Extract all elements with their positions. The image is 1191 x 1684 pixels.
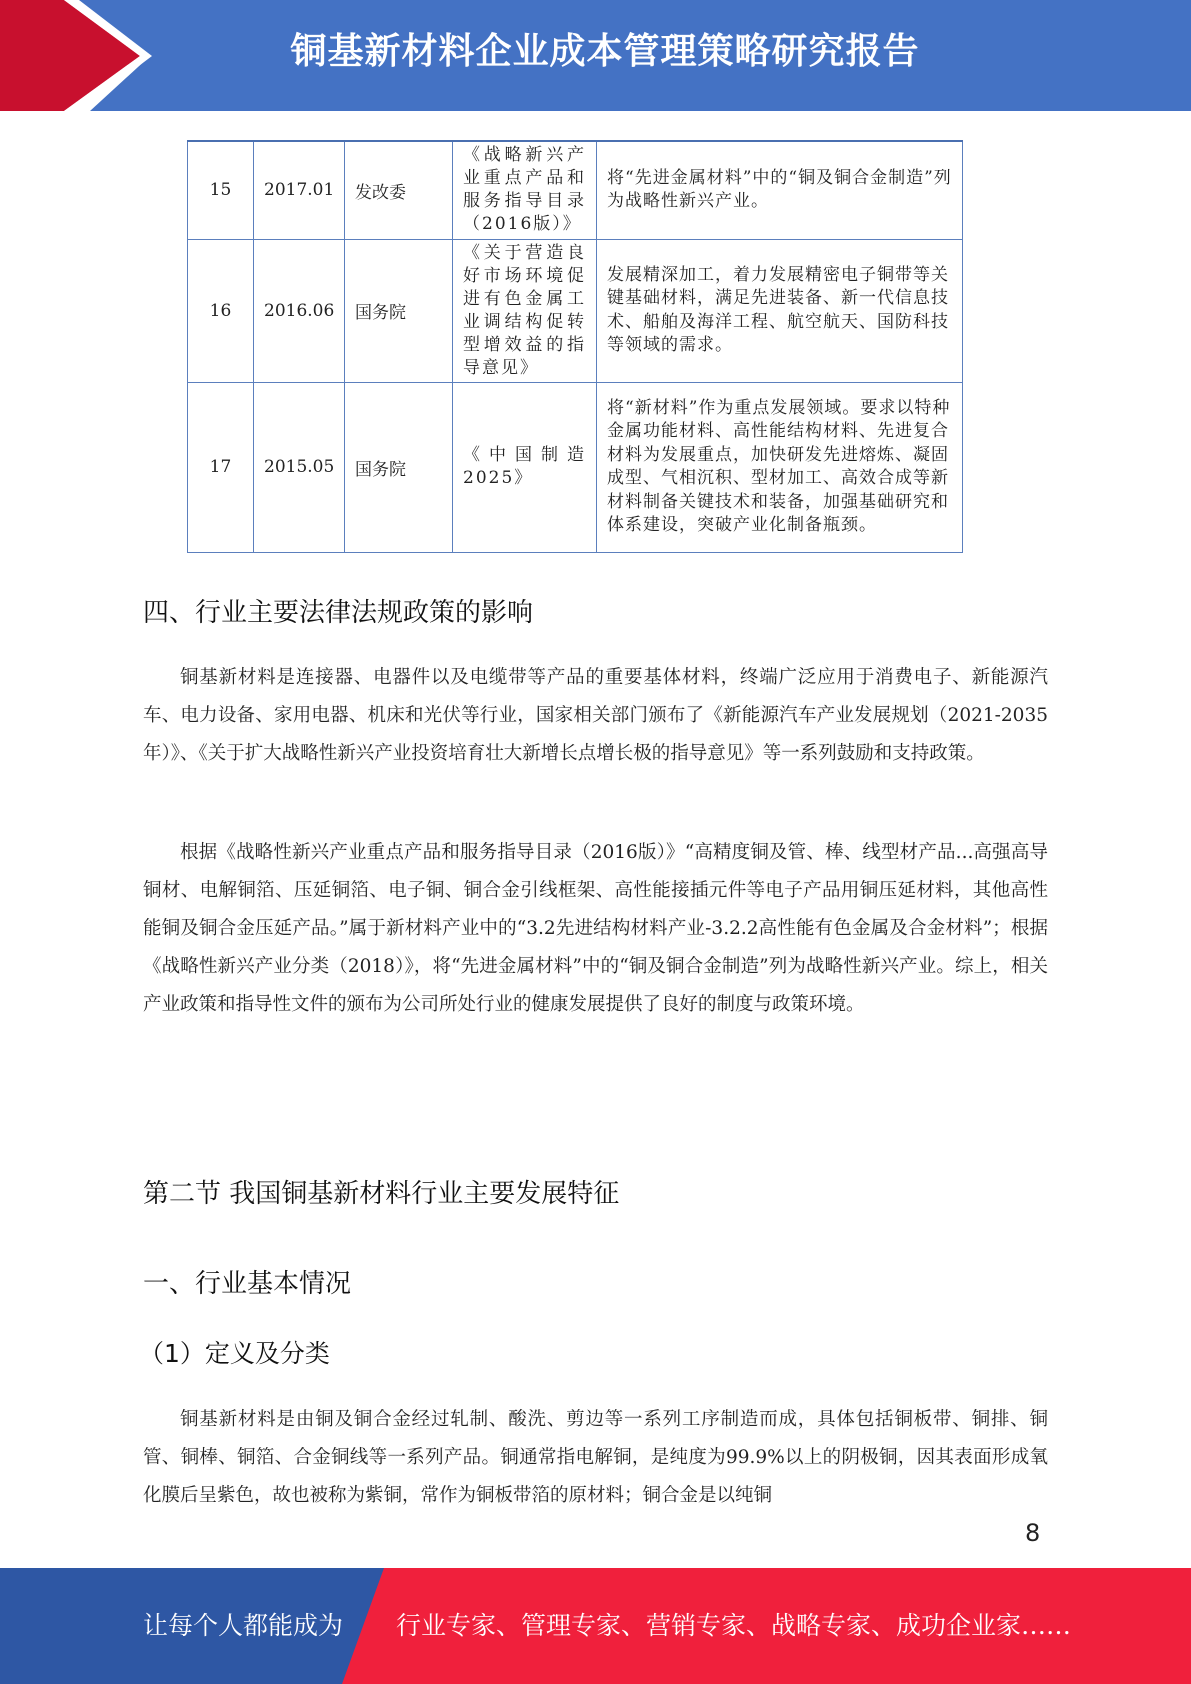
- body-paragraph: 根据《战略性新兴产业重点产品和服务指导目录（2016版）》“高精度铜及管、棒、线型材产品...高强高导铜材、电解铜箔、压延铜箔、电子铜、铜合金引线框架、高性能接插元件等电子产品用铜压延材料，其他高性能铜及铜合金压延产品。”属于新材料产业中的“3.2先进结构材料产业-3.2.2高性能有色金属及合金材料”；根据《战略性新兴产业分类（2018）》，将“先进金属材料”中的“铜及铜合金制造”列为战略性新兴产业。综上，相关产业政策和指导性文件的颁布为公司所处行业的健康发展提供了良好的制度与政策环境。: [143, 842, 1048, 1015]
- table-row: [188, 382, 963, 552]
- subsection-heading: （1）定义及分类: [139, 1339, 330, 1368]
- footer-slogan-left: 让每个人都能成为: [143, 1611, 344, 1640]
- policy-document: 《关于营造良好市场环境促进有色金属工业调结构促转型增效益的指导意见》: [453, 239, 597, 382]
- page-number: 8: [1025, 1519, 1041, 1547]
- issue-date: 2016.06: [254, 239, 345, 382]
- section-heading: 四、行业主要法律法规政策的影响: [143, 598, 534, 628]
- row-number: 17: [188, 382, 254, 552]
- issuer: 国务院: [345, 239, 453, 382]
- report-title: 铜基新材料企业成本管理策略研究报告: [290, 31, 920, 72]
- issuer: 发改委: [345, 141, 453, 239]
- policy-table: [187, 140, 963, 553]
- table-row: [188, 141, 963, 239]
- policy-document: 《战略新兴产业重点产品和服务指导目录（2016版）》: [453, 141, 597, 239]
- page-footer: [0, 1568, 1191, 1684]
- policy-content: 将“新材料”作为重点发展领域。要求以特种金属功能材料、高性能结构材料、先进复合材料为发展重点，加快研发先进熔炼、凝固成型、气相沉积、型材加工、高效合成等新材料制备关键技术和装备，加强基础研究和体系建设，突破产业化制备瓶颈。: [597, 382, 963, 552]
- policy-content: 发展精深加工，着力发展精密电子铜带等关键基础材料，满足先进装备、新一代信息技术、船舶及海洋工程、航空航天、国防科技等领域的需求。: [597, 239, 963, 382]
- issue-date: 2015.05: [254, 382, 345, 552]
- page-header: [0, 0, 1191, 111]
- policy-document: 《中国制造2025》: [453, 382, 597, 552]
- issue-date: 2017.01: [254, 141, 345, 239]
- policy-content: 将“先进金属材料”中的“铜及铜合金制造”列为战略性新兴产业。: [597, 141, 963, 239]
- footer-slogan-right: 行业专家、管理专家、营销专家、战略专家、成功企业家……: [396, 1611, 1072, 1640]
- row-number: 15: [188, 141, 254, 239]
- chapter-heading: 第二节 我国铜基新材料行业主要发展特征: [143, 1179, 620, 1209]
- table-row: [188, 239, 963, 382]
- body-paragraph: 铜基新材料是连接器、电器件以及电缆带等产品的重要基体材料，终端广泛应用于消费电子、新能源汽车、电力设备、家用电器、机床和光伏等行业，国家相关部门颁布了《新能源汽车产业发展规划（2021-2035年）》、《关于扩大战略性新兴产业投资培育壮大新增长点增长极的指导意见》等一系列鼓励和支持政策。: [143, 667, 1048, 764]
- row-number: 16: [188, 239, 254, 382]
- section-heading: 一、行业基本情况: [143, 1269, 352, 1299]
- body-paragraph: 铜基新材料是由铜及铜合金经过轧制、酸洗、剪边等一系列工序制造而成，具体包括铜板带、铜排、铜管、铜棒、铜箔、合金铜线等一系列产品。铜通常指电解铜，是纯度为99.9%以上的阴极铜，因其表面形成氧化膜后呈紫色，故也被称为紫铜，常作为铜板带箔的原材料；铜合金是以纯铜: [143, 1409, 1048, 1506]
- issuer: 国务院: [345, 382, 453, 552]
